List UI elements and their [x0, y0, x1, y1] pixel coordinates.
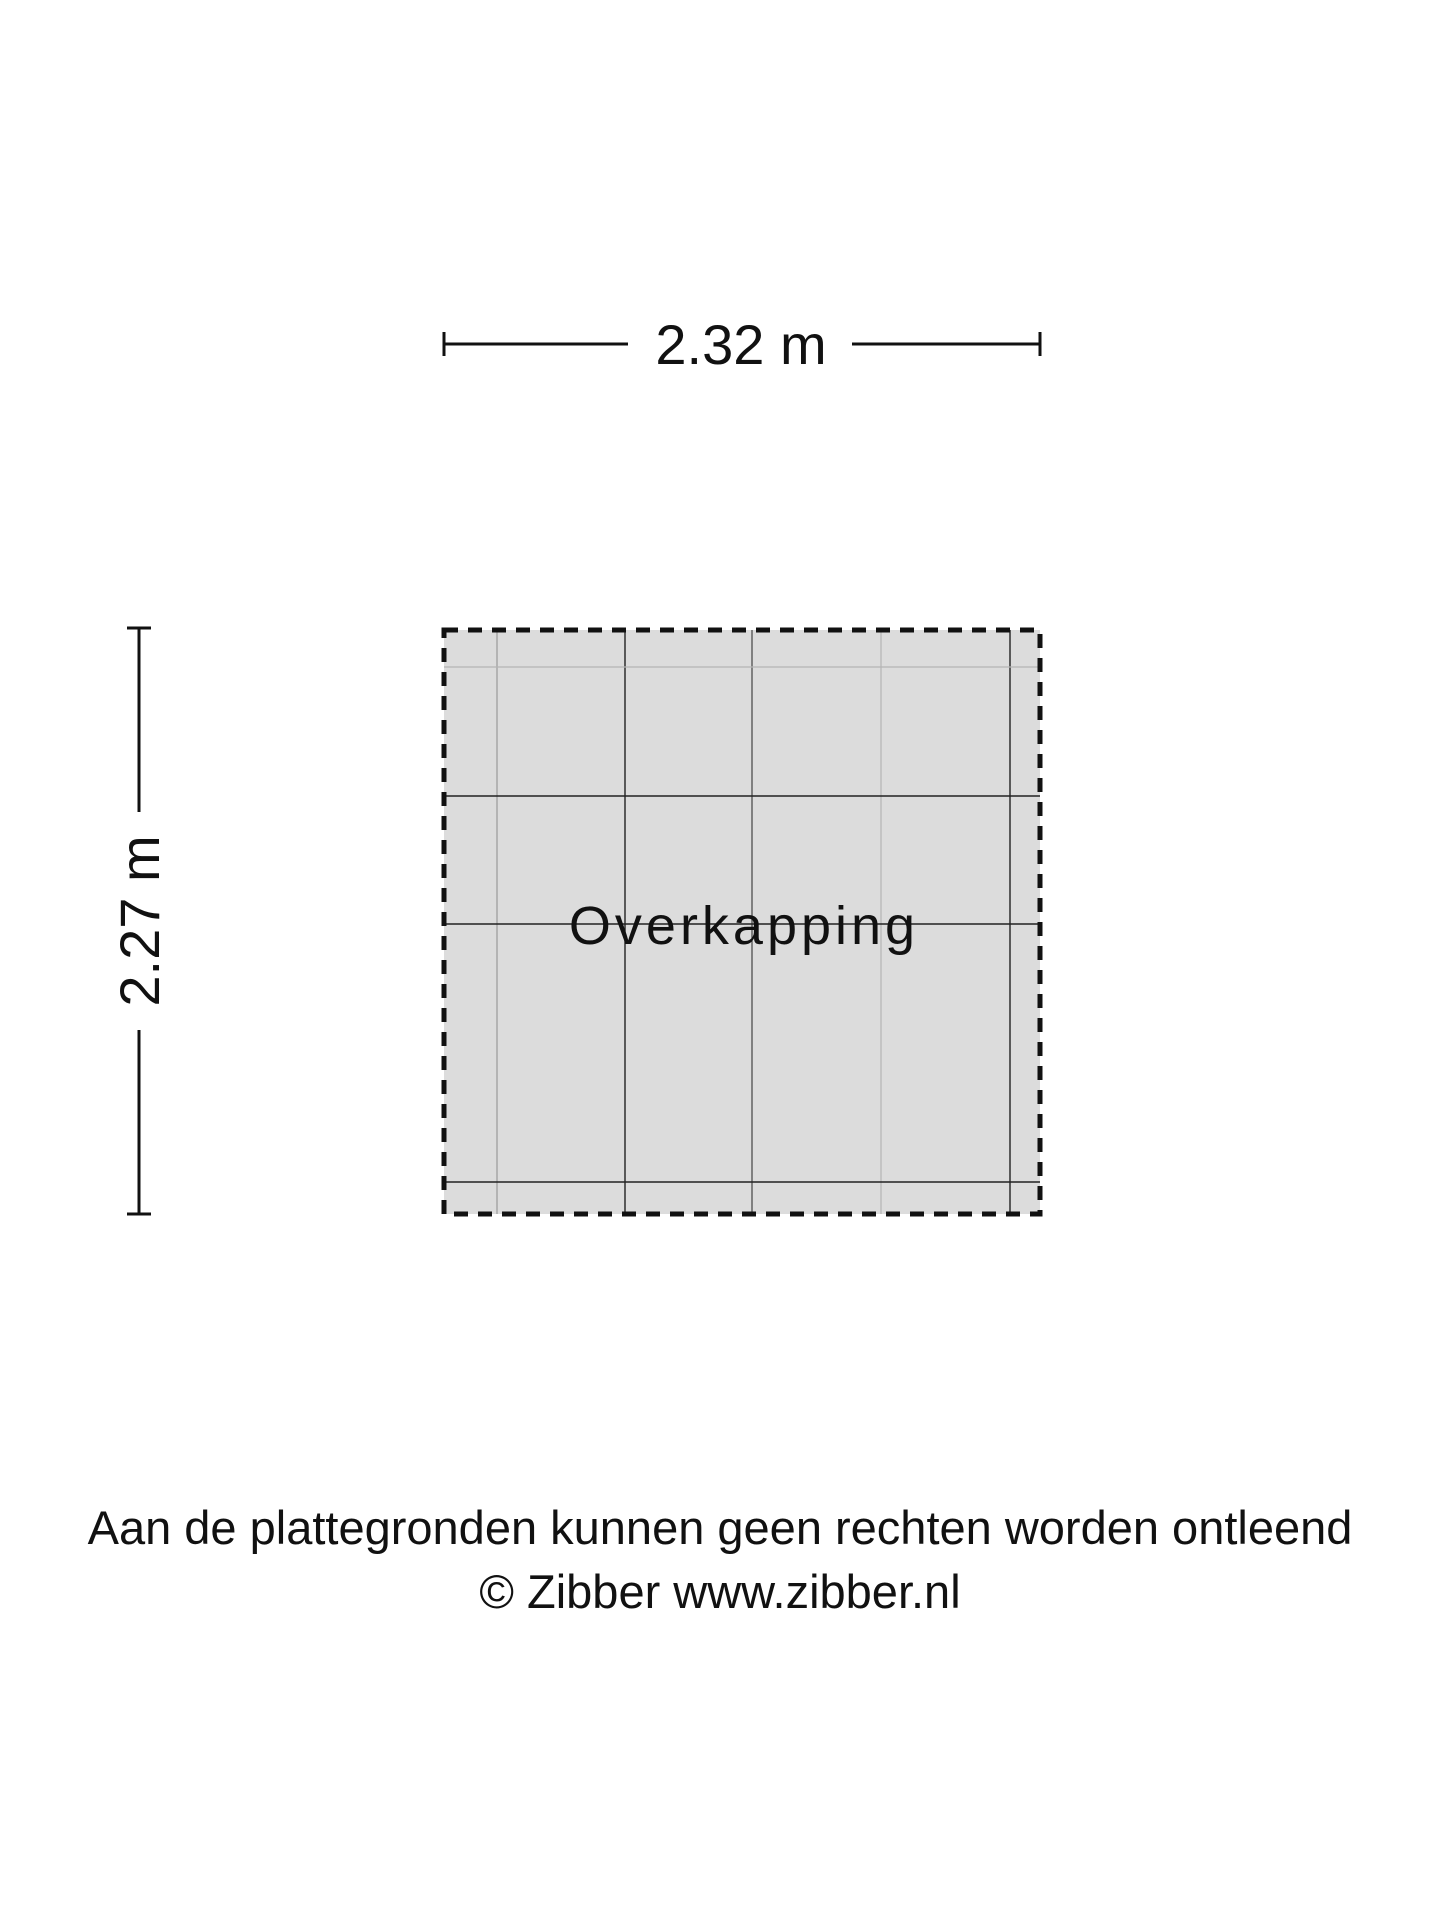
- height-dimension-label: 2.27 m: [108, 835, 171, 1007]
- room-overkapping: [444, 630, 1040, 1214]
- width-dimension: [444, 313, 1040, 376]
- copyright-text: © Zibber www.zibber.nl: [479, 1565, 961, 1618]
- height-dimension: [108, 628, 171, 1214]
- width-dimension-label: 2.32 m: [655, 313, 827, 376]
- room-label: Overkapping: [568, 896, 920, 956]
- disclaimer-text: Aan de plattegronden kunnen geen rechten worden ontleend: [87, 1501, 1353, 1554]
